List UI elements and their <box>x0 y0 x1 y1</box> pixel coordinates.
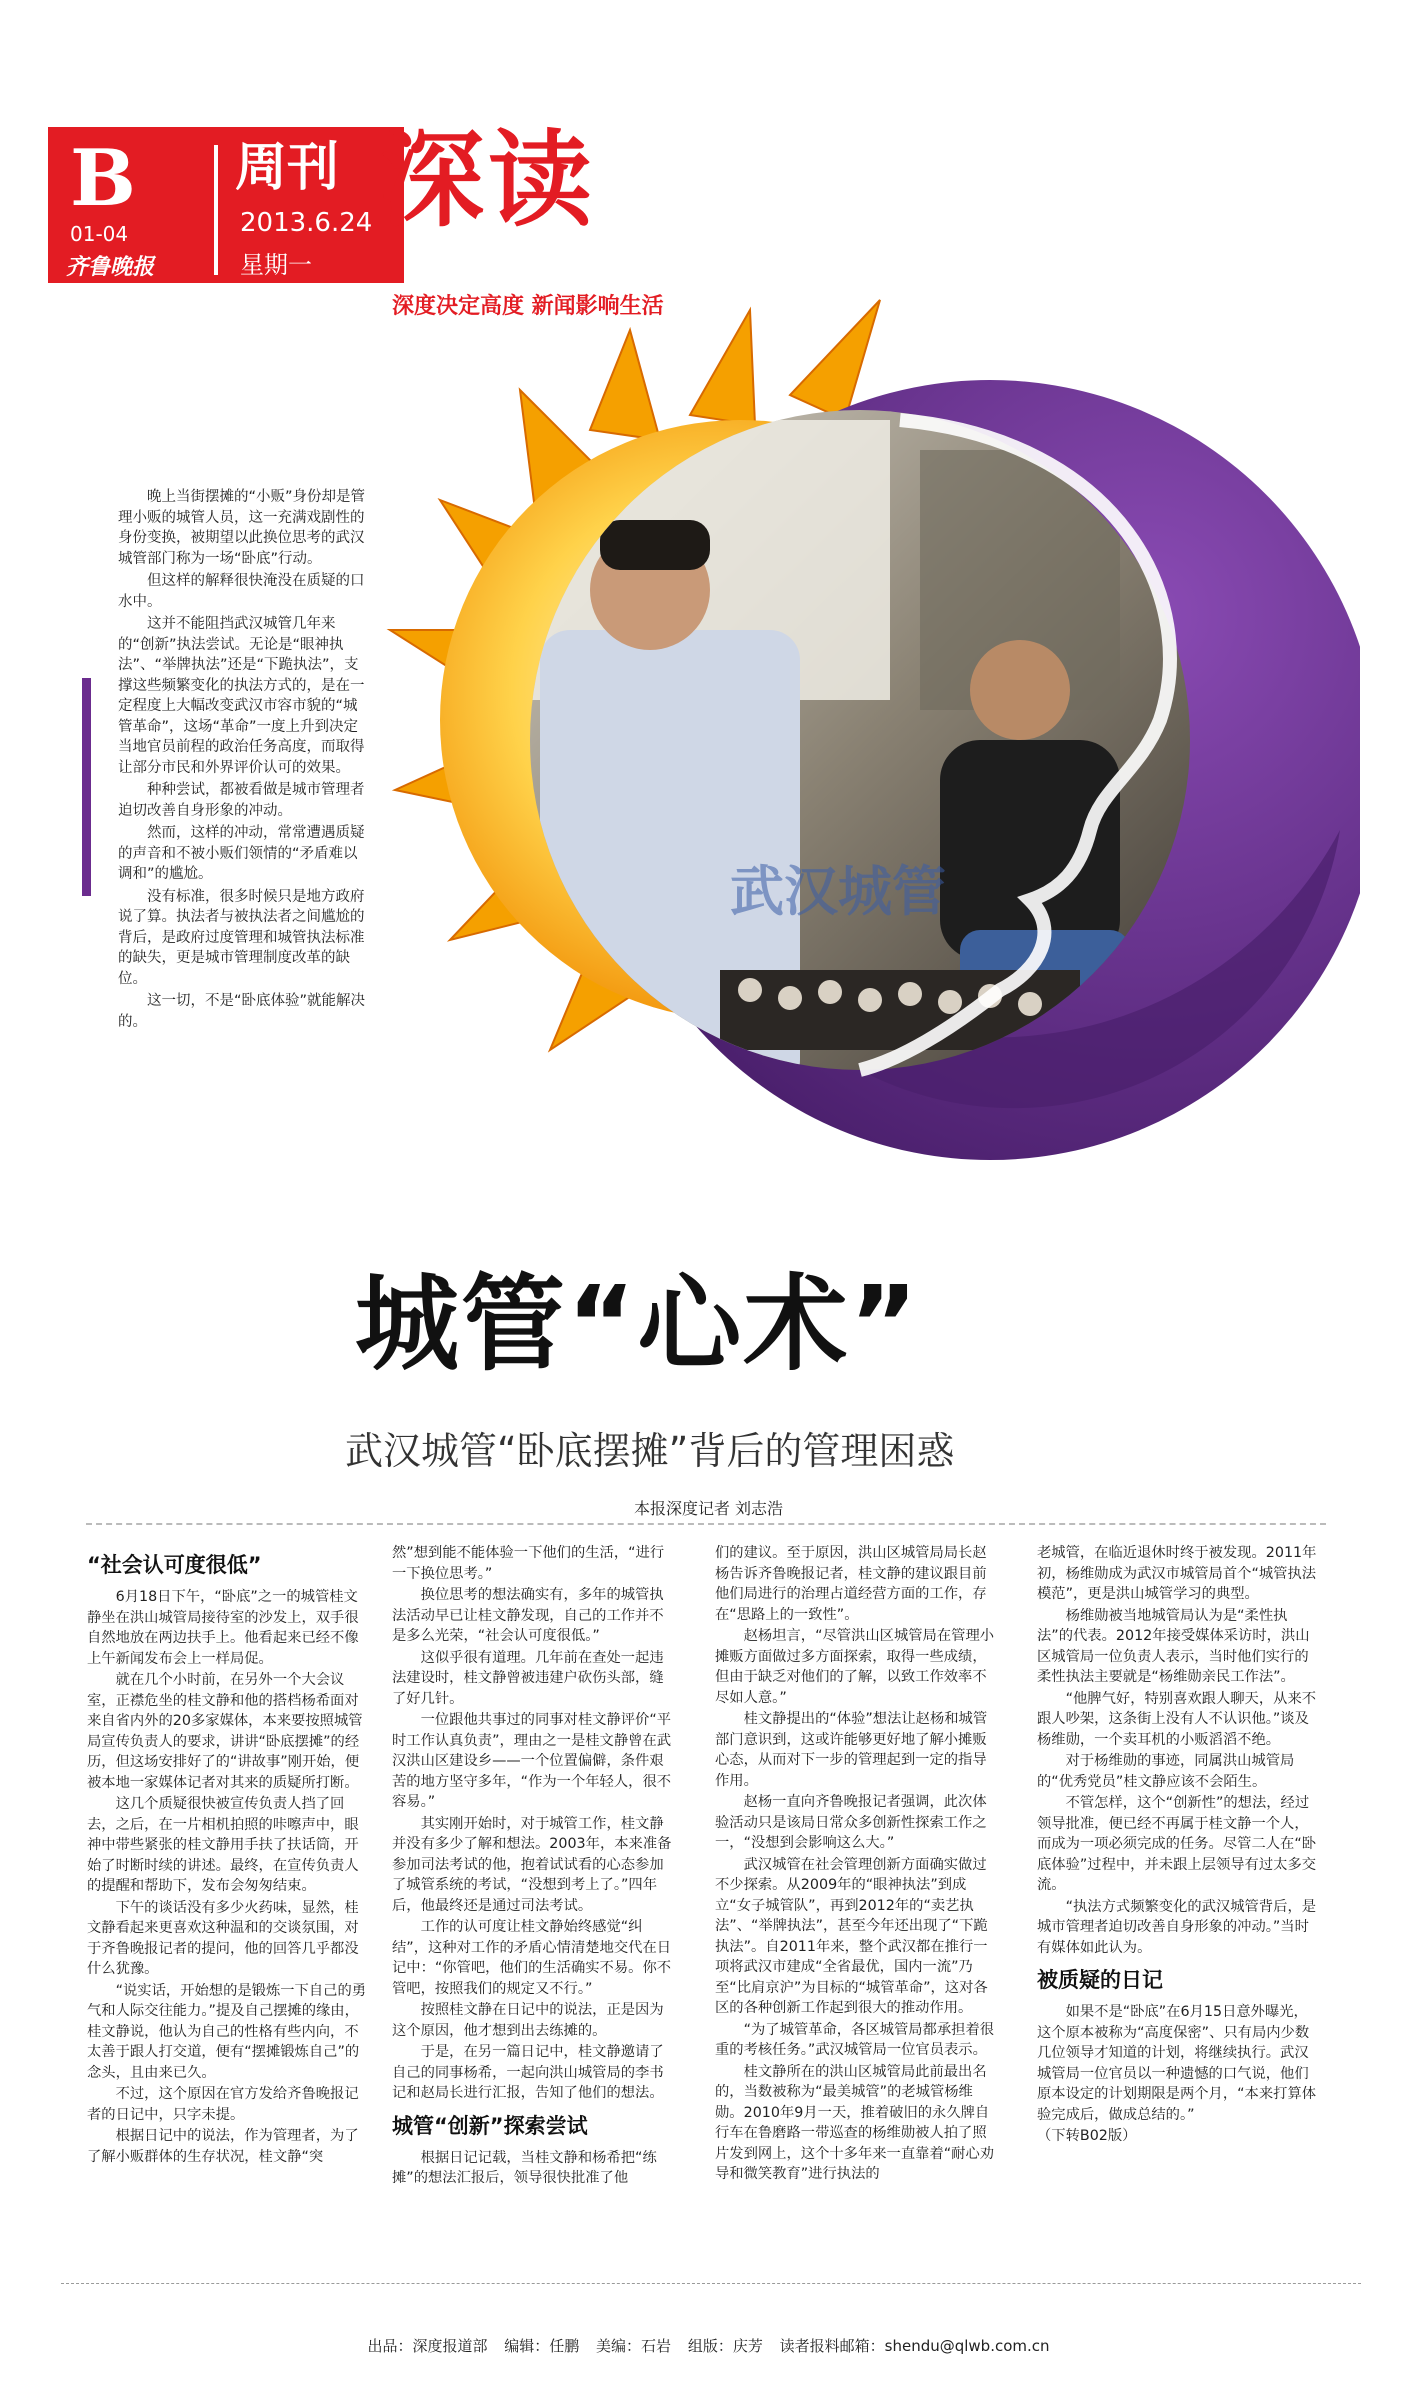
intro-paragraph: 晚上当街摆摊的“小贩”身份却是管理小贩的城管人员，这一充满戏剧性的身份变换，被期望以此换位思考的武汉城管部门称为一场“卧底”行动。 <box>118 489 366 567</box>
paragraph: 就在几个小时前，在另外一个大会议室，正襟危坐的桂文静和他的搭档杨希面对来自省内外的20多家媒体，本来要按照城管局宣传负责人的要求，讲讲“卧底摆摊”的经历，但这场安排好了的“讲故事”刚开始，便被本地一家媒体记者对其来的质疑所打断。 <box>87 1672 363 1791</box>
feature-illustration <box>300 270 1360 1230</box>
paragraph: 武汉城管在社会管理创新方面确实做过不少探索。从2009年的“眼神执法”到成立“女子城管队”，再到2012年的“卖艺执法”、“举牌执法”，甚至今年还出现了“下跪执法”。自2011年来，整个武汉都在推行一项将武汉市建成“全省最优，国内一流”乃至“比肩京沪”为目标的“城管革命”，这对各区的各种创新工作起到很大的推动作用。 <box>715 1856 988 2016</box>
svg-text:武汉城管: 武汉城管 <box>730 860 946 923</box>
headline: 城管“心术” <box>355 1263 920 1385</box>
paragraph: 不管怎样，这个“创新性”的想法，经过领导批准，便已经不再属于桂文静一个人，而成为一项必须完成的任务。尽管二人在“卧底体验”过程中，并未跟上层领导有过太多交流。 <box>1037 1795 1317 1893</box>
paragraph: 不过，这个原因在官方发给齐鲁晚报记者的日记中，只字未提。 <box>87 2086 359 2123</box>
paragraph: 这似乎很有道理。几年前在查处一起违法建设时，桂文静曾被违建户砍伤头部，缝了好几针。 <box>392 1649 664 1707</box>
intro-paragraph: 这一切，不是“卧底体验”就能解决的。 <box>118 993 366 1030</box>
section-letter: B <box>70 133 136 224</box>
paragraph: 6月18日下午，“卧底”之一的城管桂文静坐在洪山城管局接待室的沙发上，双手很自然地放在两边扶手上。他看起来已经不像上午新闻发布会上一样局促。 <box>87 1589 359 1667</box>
section-heading: 被质疑的日记 <box>1037 1968 1163 1992</box>
section-title: 深读 <box>380 119 597 241</box>
paragraph: 根据日记中的说法，作为管理者，为了了解小贩群体的生存状况，桂文静“突 <box>87 2128 359 2165</box>
masthead-divider <box>214 145 218 275</box>
divider-dashed <box>86 1523 1326 1525</box>
paragraph: 一位跟他共事过的同事对桂文静评价“平时工作认真负责”，理由之一是桂文静曾在武汉洪山区建设乡——一个位置偏僻，条件艰苦的地方坚守多年，“作为一个年轻人，很不容易。” <box>392 1712 672 1810</box>
section-heading: 城管“创新”探索尝试 <box>392 2113 588 2138</box>
intro-accent-bar <box>82 678 91 896</box>
paragraph: 杨维勋被当地城管局认为是“柔性执法”的代表。2012年接受媒体采访时，洪山区城管局一位负责人表示，当时他们实行的柔性执法主要就是“杨维勋亲民工作法”。 <box>1037 1607 1310 1685</box>
intro-lead <box>118 487 370 1034</box>
newspaper-logo: 齐鲁晚报 <box>66 254 155 280</box>
article-column-3 <box>715 1543 997 2186</box>
paragraph: 们的建议。至于原因，洪山区城管局局长赵杨告诉齐鲁晚报记者，桂文静的建议跟目前他们局进行的治理占道经营方面的工作，存在“思路上的一致性”。 <box>715 1545 987 1623</box>
paragraph: 换位思考的想法确实有，多年的城管执法活动早已让桂文静发现，自己的工作并不是多么光荣，“社会认可度很低。” <box>392 1587 664 1644</box>
issue-date: 2013.6.24 <box>240 208 373 238</box>
intro-paragraph: 然而，这样的冲动，常常遭遇质疑的声音和不被小贩们领情的“矛盾难以调和”的尴尬。 <box>118 825 365 882</box>
paragraph: “说实话，开始想的是锻炼一下自己的勇气和人际交往能力。”提及自己摆摊的缘由，桂文静说，他认为自己的性格有些内向，不太善于跟人打交道，便有“摆摊锻炼自己”的念头，且由来已久。 <box>87 1982 367 2081</box>
paragraph: 对于杨维勋的事迹，同属洪山城管局的“优秀党员”桂文静应该不会陌生。 <box>1037 1753 1295 1790</box>
paragraph: 桂文静所在的洪山区城管局此前最出名的，当数被称为“最美城管”的老城管杨维勋。2010年9月一天，推着破旧的永久牌自行车在鲁磨路一带巡查的杨维勋被人拍了照片发到网上，这个十多年来一直靠着“耐心劝导和微笑教育”进行执法的 <box>715 2063 995 2182</box>
paragraph: 工作的认可度让桂文静始终感觉“纠结”，这种对工作的矛盾心情清楚地交代在日记中：“你管吧，他们的生活确实不易。你不管吧，按照我们的规定又不行。” <box>392 1919 672 1997</box>
paragraph: “为了城管革命，各区城管局都承担着很重的考核任务。”武汉城管局一位官员表示。 <box>715 2021 995 2058</box>
paragraph: 老城管，在临近退休时终于被发现。2011年初，杨维勋成为武汉市城管局首个“城管执法模范”，更是洪山城管学习的典型。 <box>1037 1545 1317 1602</box>
credit-art-editor: 美编：石岩 <box>596 2337 672 2355</box>
credit-publisher: 出品：深度报道部 <box>367 2337 488 2355</box>
paragraph: 这几个质疑很快被宣传负责人挡了回去，之后，在一片相机拍照的咔嚓声中，眼神中带些紧张的桂文静用手扶了扶话筒，开始了时断时续的讲述。最终，在宣传负责人的提醒和帮助下，发布会匆匆结束。 <box>87 1796 359 1894</box>
paragraph: 下午的谈话没有多少火药味，显然，桂文静看起来更喜欢这种温和的交谈氛围，对于齐鲁晚报记者的提问，他的回答几乎都没什么犹豫。 <box>87 1899 359 1977</box>
weekly-label: 周刊 <box>235 138 340 198</box>
intro-paragraph: 种种尝试，都被看做是城市管理者迫切改善自身形象的冲动。 <box>118 782 365 819</box>
paragraph: 如果不是“卧底”在6月15日意外曝光，这个原本被称为“高度保密”、只有局内少数几位领导才知道的计划，将继续执行。武汉城管局一位官员以一种遗憾的口气说，他们原本设定的计划期限是两个月，“本来打算体验完成后，做成总结的。” <box>1037 2004 1317 2123</box>
intro-paragraph: 这并不能阻挡武汉城管几年来的“创新”执法尝试。无论是“眼神执法”、“举牌执法”还是“下跪执法”，支撑这些频繁变化的执法方式的，是在一定程度上大幅改变武汉市容市貌的“城管革命”，这场“革命”一度上升到决定当地官员前程的政治任务高度，而取得让部分市民和外界评价认可的效果。 <box>118 616 365 776</box>
photo-badge-text <box>730 860 946 923</box>
section-slogan: 深度决定高度 新闻影响生活 <box>392 294 664 319</box>
footer-divider <box>61 2283 1361 2284</box>
paragraph: 于是，在另一篇日记中，桂文静邀请了自己的同事杨希，一起向洪山城管局的李书记和赵局长进行汇报，告知了他们的想法。 <box>392 2044 664 2101</box>
paragraph: 然”想到能不能体验一下他们的生活，“进行一下换位思考。” <box>392 1545 665 1582</box>
paragraph: “他脾气好，特别喜欢跟人聊天，从来不跟人吵架，这条街上没有人不认识他。”谈及杨维勋，一个卖耳机的小贩滔滔不绝。 <box>1037 1690 1317 1748</box>
credit-layout: 组版：庆芳 <box>687 2337 763 2355</box>
vendor-figure <box>940 740 1120 960</box>
footer-credits <box>0 2335 1417 2356</box>
paragraph: 赵杨坦言，“尽管洪山区城管局在管理小摊贩方面做过多方面探索，取得一些成绩，但由于缺乏对他们的了解，以致工作效率不尽如人意。” <box>715 1628 995 1706</box>
credit-editor: 编辑：任鹏 <box>504 2337 580 2355</box>
paragraph: 根据日记记载，当桂文静和杨希把“练摊”的想法汇报后，领导很快批准了他 <box>392 2149 657 2186</box>
paragraph: “执法方式频繁变化的武汉城管背后，是城市管理者迫切改善自身形象的冲动。”当时有媒体如此认为。 <box>1037 1898 1317 1956</box>
section-heading: “社会认可度很低” <box>87 1553 262 1577</box>
article-column-1 <box>87 1543 369 2168</box>
article-column-4 <box>1037 1543 1319 2148</box>
reader-email-link[interactable]: 读者报料邮箱：shendu@qlwb.com.cn <box>779 2337 1050 2355</box>
page-range: 01-04 <box>70 222 129 246</box>
paragraph: 桂文静提出的“体验”想法让赵杨和城管部门意识到，这或许能够更好地了解小摊贩心态，从而对下一步的管理起到一定的指导作用。 <box>715 1711 988 1789</box>
intro-paragraph: 但这样的解释很快淹没在质疑的口水中。 <box>118 573 365 610</box>
paragraph: 按照桂文静在日记中的说法，正是因为这个原因，他才想到出去练摊的。 <box>392 2002 664 2039</box>
continued-note: （下转B02版） <box>1037 2128 1137 2144</box>
article-column-2 <box>392 1543 674 2190</box>
byline: 本报深度记者 刘志浩 <box>633 1499 784 1518</box>
weekday: 星期一 <box>240 251 312 279</box>
subheadline: 武汉城管“卧底摆摊”背后的管理困惑 <box>345 1429 955 1473</box>
paragraph: 其实刚开始时，对于城管工作，桂文静并没有多少了解和想法。2003年，本来准备参加司法考试的他，抱着试试看的心态参加了城管系统的考试，“没想到考上了。”四年后，他最终还是通过司法考试。 <box>392 1815 672 1914</box>
intro-paragraph: 没有标准，很多时候只是地方政府说了算。执法者与被执法者之间尴尬的背后，是政府过度管理和城管执法标准的缺失，更是城市管理制度改革的缺位。 <box>118 888 365 987</box>
paragraph: 赵杨一直向齐鲁晚报记者强调，此次体验活动只是该局日常众多创新性探索工作之一，“没想到会影响这么大。” <box>715 1794 987 1851</box>
